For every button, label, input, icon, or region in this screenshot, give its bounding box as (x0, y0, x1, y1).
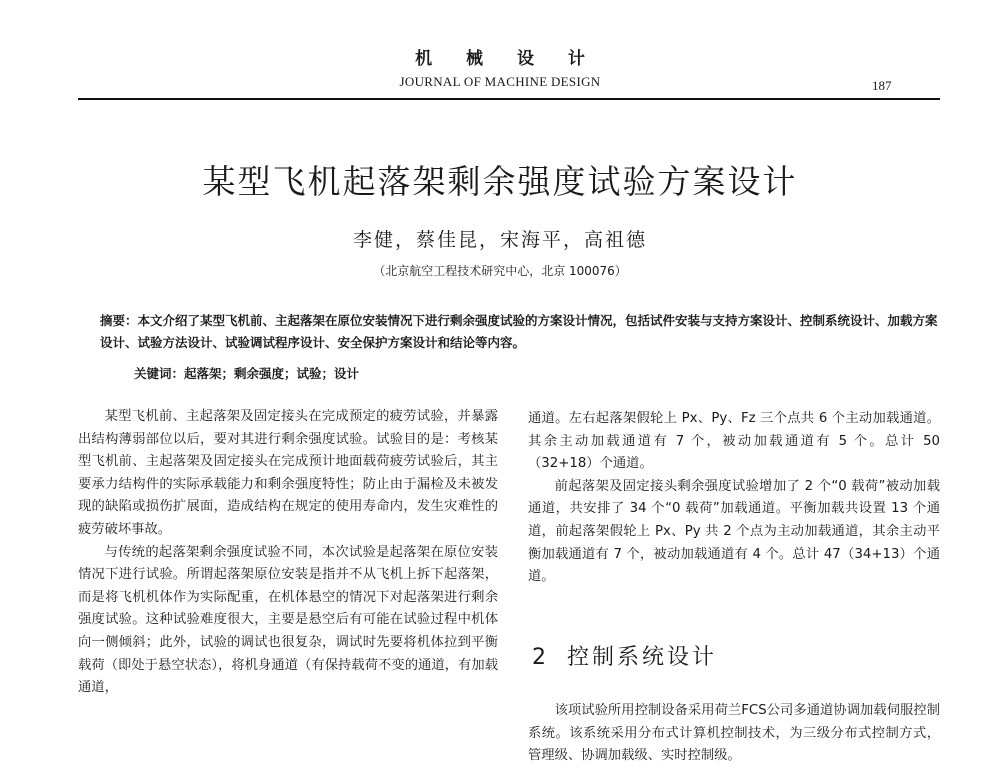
paragraph: 前起落架及固定接头剩余强度试验增加了 2 个“0 载荷”被动加载通道，共安排了 34 个“0 载荷”加载通道。平衡加载共设置 13 个通道，前起落架假轮上 Px、Py 共 2 个点为主动加载通道，其余主动平衡加载通道有 7 个，被动加载通道有 4 个。总计 47（34+13）个通道。 (528, 478, 940, 585)
paragraph: 某型飞机前、主起落架及固定接头在完成预定的疲劳试验，并暴露出结构薄弱部位以后，要对其进行剩余强度试验。试验目的是：考核某型飞机前、主起落架及固定接头在完成预计地面载荷疲劳试验后，其主要承力结构件的实际承载能力和剩余强度特性；防止由于漏检及未被发现的缺陷或损伤扩展面，造成结构在规定的使用寿命内，发生灾难性的疲劳破坏事故。 (78, 409, 498, 537)
abstract (100, 310, 940, 354)
keywords (134, 364, 359, 382)
abstract-label: 摘要： (100, 313, 138, 328)
abstract-text: 本文介绍了某型飞机前、主起落架在原位安装情况下进行剩余强度试验的方案设计情况，包括试件安装与支持方案设计、控制系统设计、加载方案设计、试验方法设计、试验调试程序设计、安全保护方案设计和结论等内容。 (100, 313, 938, 350)
body-left-column (78, 406, 498, 700)
section-title: 控制系统设计 (567, 645, 718, 670)
body-right-column (528, 408, 940, 589)
keywords-text: 起落架；剩余强度；试验；设计 (184, 366, 360, 381)
journal-title-english: JOURNAL OF MACHINE DESIGN (399, 74, 601, 89)
journal-title-chinese: 机 械 设 计 (415, 49, 599, 69)
page-number: 187 (872, 78, 892, 93)
section-heading (532, 640, 717, 671)
paper-title: 某型飞机起落架剩余强度试验方案设计 (202, 162, 798, 201)
paragraph: 与传统的起落架剩余强度试验不同，本次试验是起落架在原位安装情况下进行试验。所谓起落架原位安装是指并不从飞机上拆下起落架，而是将飞机机体作为实际配重，在机体悬空的情况下对起落架进行剩余强度试验。这种试验难度很大，主要是悬空后有可能在试验过程中机体向一侧倾斜；此外，试验的调试也很复杂，调试时先要将机体拉到平衡载荷（即处于悬空状态），将机身通道（有保持载荷不变的通道，有加载通道， (78, 544, 498, 696)
header-rule (78, 98, 940, 100)
paragraph: 通道。左右起落架假轮上 Px、Py、Fz 三个点共 6 个主动加载通道。其余主动加载通道有 7 个，被动加载通道有 5 个。总计 50（32+18）个通道。 (528, 411, 940, 472)
body-right-column-continued (528, 700, 940, 768)
keywords-label: 关键词： (134, 366, 185, 381)
author-list: 李健，蔡佳昆，宋海平，高祖德 (352, 229, 647, 251)
affiliation: （北京航空工程技术研究中心，北京 100076） (373, 264, 627, 278)
section-number: 2 (532, 645, 549, 670)
paragraph: 该项试验所用控制设备采用荷兰FCS公司多通道协调加载伺服控制系统。该系统采用分布式计算机控制技术，为三级分布式控制方式，管理级、协调加载级、实时控制级。 (528, 703, 940, 764)
